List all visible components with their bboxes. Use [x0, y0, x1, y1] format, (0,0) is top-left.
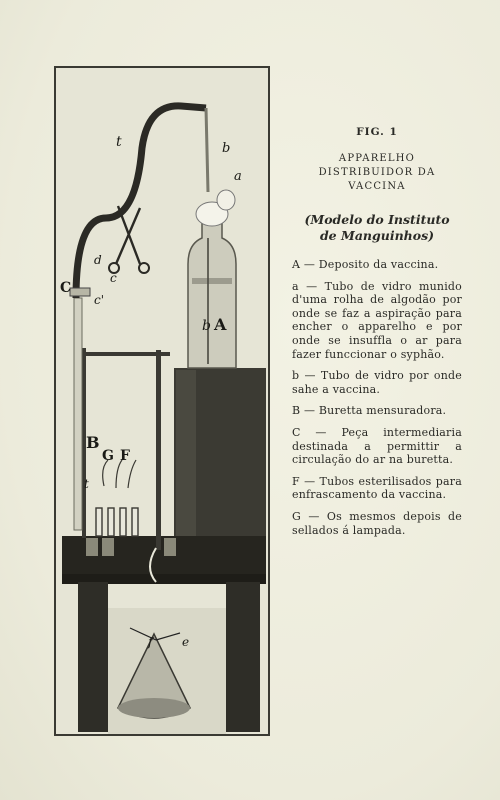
apparatus-illustration [56, 68, 268, 734]
legend-item-F: F — Tubos esterilisados para enfrascamento da vaccina. [292, 474, 462, 502]
label-a: a [234, 169, 242, 184]
label-e: e [182, 635, 190, 649]
label-c-prime: c' [94, 293, 105, 307]
legend-item-B: B — Buretta mensuradora. [292, 404, 447, 418]
figure-caption [292, 126, 462, 545]
table-leg-left [78, 582, 108, 732]
label-B: B [86, 433, 100, 452]
label-A: A [214, 315, 227, 334]
label-t-lower: t [84, 477, 89, 491]
label-F: F [120, 448, 130, 464]
label-C: C [60, 280, 72, 296]
model-line-2: de Manguinhos) [319, 228, 435, 243]
model-attribution [284, 212, 470, 244]
legend-item-a: a — Tubo de vidro munido d'uma rolha de algodão por onde se faz a aspiração para encher o apparelho e por onde se insuffla o ar para fazer funccionar o syphão. [292, 279, 462, 361]
label-f: f [148, 635, 153, 649]
apparatus-photograph [54, 66, 270, 736]
legend-item-C: C — Peça intermediaria destinada a permittir a circulação do ar na buretta. [292, 425, 462, 467]
legend-list [292, 258, 462, 537]
legend-item-G: G — Os mesmos depois de sellados á lampada. [292, 509, 462, 537]
legend-item-A: A — Deposito da vaccina. [292, 258, 439, 271]
label-t: t [116, 134, 122, 150]
figure-title-line-3: VACCINA [348, 181, 406, 192]
legend-item-b: b — Tubo de vidro por onde sahe a vaccina. [292, 369, 462, 396]
label-b-bottle: b [202, 318, 211, 334]
figure-number: FIG. 1 [356, 126, 398, 138]
table-leg-right [226, 582, 260, 732]
figure-title-line-1: APPARELHO [338, 153, 416, 164]
figure-title-line-2: DISTRIBUIDOR DA [318, 167, 436, 178]
label-b-top: b [222, 141, 231, 156]
model-line-1: (Modelo do Instituto [304, 212, 450, 227]
label-c: c [110, 271, 117, 285]
label-G: G [102, 448, 114, 464]
label-d: d [94, 253, 102, 267]
burette-tube [74, 298, 82, 530]
